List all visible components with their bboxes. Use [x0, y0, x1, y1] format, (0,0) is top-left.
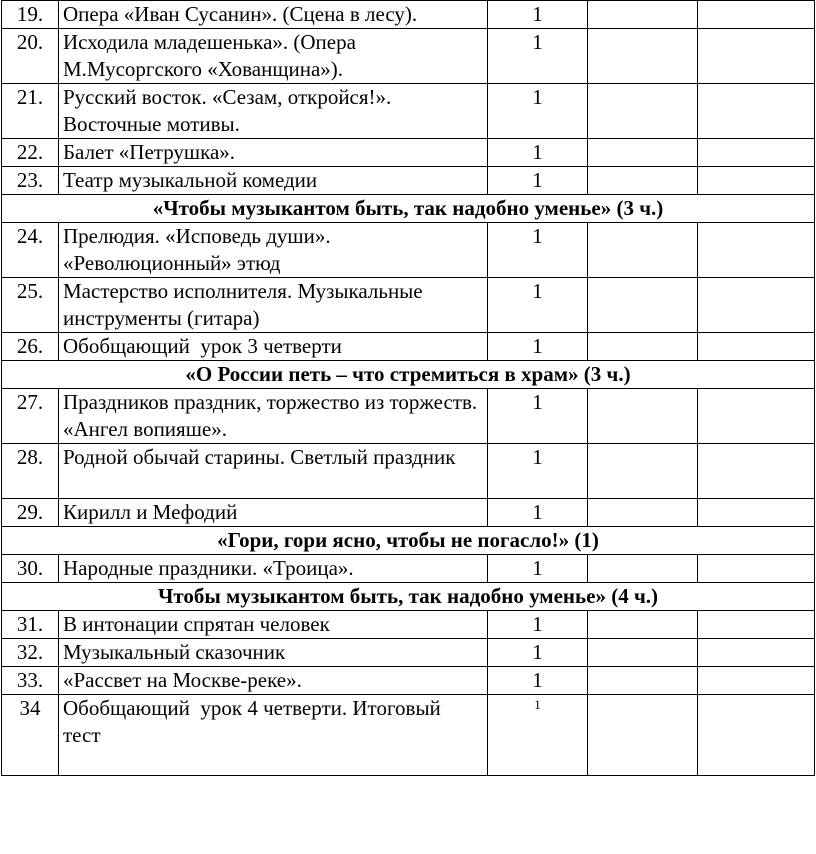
- plan-date-cell: [588, 167, 698, 195]
- section-row: [2, 583, 815, 611]
- table-row: [2, 84, 815, 139]
- lesson-number: 24.: [2, 223, 59, 278]
- lesson-hours: 1: [488, 84, 588, 139]
- lesson-number: 32.: [2, 639, 59, 667]
- table-row: [2, 1, 815, 29]
- actual-date-cell: [698, 444, 815, 499]
- lesson-title: Кирилл и Мефодий: [59, 499, 488, 527]
- table-row: [2, 499, 815, 527]
- lesson-number: 23.: [2, 167, 59, 195]
- table-row: [2, 639, 815, 667]
- lesson-title: Прелюдия. «Исповедь души». «Революционный» этюд: [59, 223, 488, 278]
- plan-date-cell: [588, 223, 698, 278]
- plan-date-cell: [588, 333, 698, 361]
- lesson-number: 29.: [2, 499, 59, 527]
- lesson-title: Обобщающий урок 4 четверти. Итоговый тест: [59, 695, 488, 776]
- plan-date-cell: [588, 611, 698, 639]
- lesson-number: 30.: [2, 555, 59, 583]
- lesson-hours: 1: [488, 667, 588, 695]
- actual-date-cell: [698, 499, 815, 527]
- plan-date-cell: [588, 695, 698, 776]
- table-row: [2, 278, 815, 333]
- lesson-number: 31.: [2, 611, 59, 639]
- table-row: [2, 139, 815, 167]
- table-row: [2, 389, 815, 444]
- plan-date-cell: [588, 555, 698, 583]
- actual-date-cell: [698, 29, 815, 84]
- lesson-title: В интонации спрятан человек: [59, 611, 488, 639]
- lesson-hours: 1: [488, 555, 588, 583]
- section-heading: «О России петь – что стремиться в храм» (3 ч.): [2, 361, 815, 389]
- lesson-number: 25.: [2, 278, 59, 333]
- section-row: [2, 195, 815, 223]
- lesson-hours: 1: [488, 139, 588, 167]
- lesson-hours: 1: [488, 389, 588, 444]
- lesson-plan-table: [1, 0, 815, 776]
- plan-date-cell: [588, 499, 698, 527]
- lesson-title: Музыкальный сказочник: [59, 639, 488, 667]
- lesson-number: 26.: [2, 333, 59, 361]
- lesson-title: Русский восток. «Сезам, откройся!». Восточные мотивы.: [59, 84, 488, 139]
- section-heading: Чтобы музыкантом быть, так надобно уменье» (4 ч.): [2, 583, 815, 611]
- lesson-title: Праздников праздник, торжество из торжеств. «Ангел вопияше».: [59, 389, 488, 444]
- actual-date-cell: [698, 84, 815, 139]
- lesson-hours: 1: [488, 1, 588, 29]
- lesson-title: Народные праздники. «Троица».: [59, 555, 488, 583]
- actual-date-cell: [698, 667, 815, 695]
- lesson-hours: 1: [488, 333, 588, 361]
- plan-date-cell: [588, 139, 698, 167]
- lesson-number: 34: [2, 695, 59, 776]
- lesson-hours: 1: [488, 695, 588, 776]
- lesson-title: Балет «Петрушка».: [59, 139, 488, 167]
- table-row: [2, 667, 815, 695]
- table-row: [2, 555, 815, 583]
- section-heading: «Чтобы музыкантом быть, так надобно уменье» (3 ч.): [2, 195, 815, 223]
- lesson-hours: 1: [488, 639, 588, 667]
- lesson-title: Театр музыкальной комедии: [59, 167, 488, 195]
- actual-date-cell: [698, 695, 815, 776]
- actual-date-cell: [698, 223, 815, 278]
- lesson-hours: 1: [488, 499, 588, 527]
- plan-date-cell: [588, 444, 698, 499]
- lesson-number: 20.: [2, 29, 59, 84]
- lesson-title: Исходила младешенька». (Опера М.Мусоргского «Хованщина»).: [59, 29, 488, 84]
- table-row: [2, 223, 815, 278]
- lesson-number: 33.: [2, 667, 59, 695]
- plan-date-cell: [588, 29, 698, 84]
- plan-date-cell: [588, 278, 698, 333]
- table-row: [2, 167, 815, 195]
- lesson-title: Родной обычай старины. Светлый праздник: [59, 444, 488, 499]
- table-row: [2, 444, 815, 499]
- actual-date-cell: [698, 555, 815, 583]
- actual-date-cell: [698, 1, 815, 29]
- lesson-number: 28.: [2, 444, 59, 499]
- actual-date-cell: [698, 333, 815, 361]
- lesson-title: «Рассвет на Москве-реке».: [59, 667, 488, 695]
- lesson-hours: 1: [488, 611, 588, 639]
- lesson-hours: 1: [488, 444, 588, 499]
- lesson-title: Обобщающий урок 3 четверти: [59, 333, 488, 361]
- table-row: [2, 333, 815, 361]
- lesson-title: Мастерство исполнителя. Музыкальные инструменты (гитара): [59, 278, 488, 333]
- plan-date-cell: [588, 84, 698, 139]
- actual-date-cell: [698, 639, 815, 667]
- lesson-number: 19.: [2, 1, 59, 29]
- actual-date-cell: [698, 167, 815, 195]
- lesson-number: 27.: [2, 389, 59, 444]
- table-row: [2, 695, 815, 776]
- lesson-hours: 1: [488, 278, 588, 333]
- lesson-hours: 1: [488, 29, 588, 84]
- lesson-number: 22.: [2, 139, 59, 167]
- lesson-hours: 1: [488, 167, 588, 195]
- actual-date-cell: [698, 389, 815, 444]
- actual-date-cell: [698, 611, 815, 639]
- lesson-hours: 1: [488, 223, 588, 278]
- actual-date-cell: [698, 278, 815, 333]
- table-row: [2, 611, 815, 639]
- lesson-number: 21.: [2, 84, 59, 139]
- section-heading: «Гори, гори ясно, чтобы не погасло!» (1): [2, 527, 815, 555]
- section-row: [2, 527, 815, 555]
- plan-date-cell: [588, 1, 698, 29]
- table-row: [2, 29, 815, 84]
- lesson-title: Опера «Иван Сусанин». (Сцена в лесу).: [59, 1, 488, 29]
- actual-date-cell: [698, 139, 815, 167]
- plan-date-cell: [588, 667, 698, 695]
- plan-date-cell: [588, 639, 698, 667]
- section-row: [2, 361, 815, 389]
- plan-date-cell: [588, 389, 698, 444]
